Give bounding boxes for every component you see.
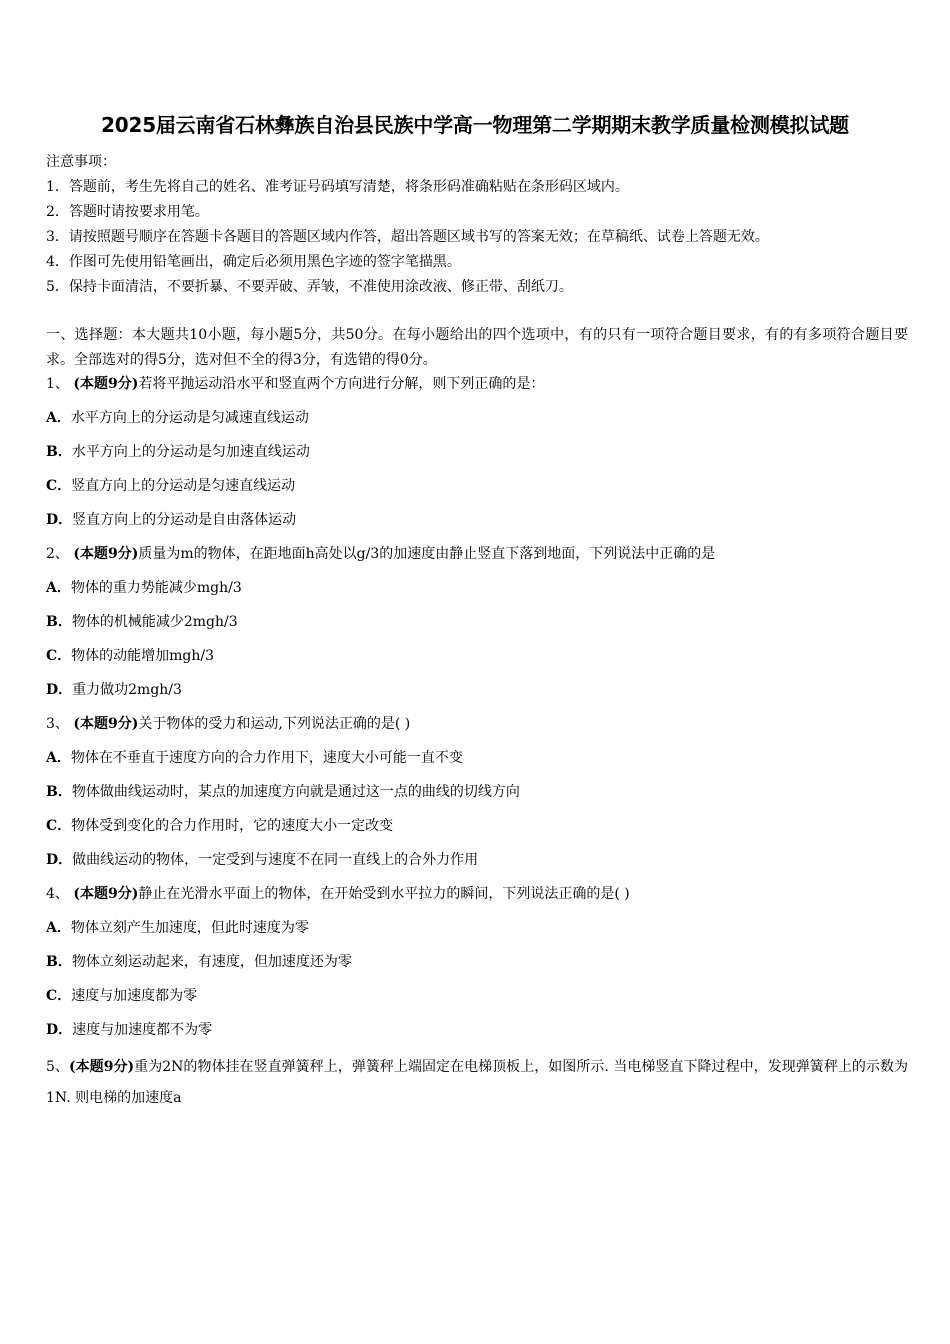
question-score: (本题9分) xyxy=(73,376,139,392)
option-letter: C． xyxy=(46,988,72,1004)
question-score: (本题9分) xyxy=(73,546,139,562)
option-a xyxy=(46,576,916,610)
option-letter: B． xyxy=(46,784,72,800)
option-text: 物体立刻产生加速度，但此时速度为零 xyxy=(70,920,309,936)
question-stem xyxy=(46,542,916,576)
option-text: 速度与加速度都不为零 xyxy=(72,1022,213,1038)
option-text: 物体在不垂直于速度方向的合力作用下，速度大小可能一直不变 xyxy=(70,750,463,766)
question-stem xyxy=(46,372,916,406)
option-text: 物体立刻运动起来，有速度，但加速度还为零 xyxy=(71,954,352,970)
option-d xyxy=(46,678,916,712)
option-b xyxy=(46,610,916,644)
option-b xyxy=(46,440,916,474)
option-a xyxy=(46,916,916,950)
option-letter: D． xyxy=(46,512,73,528)
question-score: (本题9分) xyxy=(73,886,139,902)
question-stem xyxy=(46,1052,908,1106)
option-text: 物体的机械能减少2mgh/3 xyxy=(71,614,238,630)
option-c xyxy=(46,474,916,508)
option-letter: D． xyxy=(46,682,73,698)
question-number: 2、 xyxy=(46,546,69,562)
option-text: 做曲线运动的物体，一定受到与速度不在同一直线上的合外力作用 xyxy=(72,852,479,868)
option-letter: A． xyxy=(46,750,71,766)
option-letter: B． xyxy=(46,614,72,630)
question-number: 5、 xyxy=(46,1059,69,1075)
notice-block xyxy=(46,150,916,300)
notice-item: 2．答题时请按要求用笔。 xyxy=(46,204,209,220)
notice-heading: 注意事项： xyxy=(46,154,116,170)
option-c xyxy=(46,814,916,848)
question-number: 3、 xyxy=(46,716,69,732)
question-score: (本题9分) xyxy=(73,716,139,732)
notice-item: 4．作图可先使用铅笔画出，确定后必须用黑色字迹的签字笔描黑。 xyxy=(46,254,461,270)
question-text: 关于物体的受力和运动,下列说法正确的是( ) xyxy=(138,716,411,732)
option-d xyxy=(46,848,916,882)
option-letter: A． xyxy=(46,920,71,936)
option-letter: C． xyxy=(46,478,72,494)
option-text: 物体的重力势能减少mgh/3 xyxy=(70,580,242,596)
question-text: 静止在光滑水平面上的物体，在开始受到水平拉力的瞬间，下列说法正确的是( ) xyxy=(138,886,630,902)
option-letter: D． xyxy=(46,852,73,868)
notice-item: 1．答题前，考生先将自己的姓名、准考证号码填写清楚，将条形码准确粘贴在条形码区域内。 xyxy=(46,179,629,195)
page-title: 2025届云南省石林彝族自治县民族中学高一物理第二学期期末教学质量检测模拟试题 xyxy=(101,113,849,137)
option-c xyxy=(46,984,916,1018)
question-number: 4、 xyxy=(46,886,69,902)
section-instructions: 一、选择题：本大题共10小题，每小题5分，共50分。在每小题给出的四个选项中，有的只有一项符合题目要求，有的有多项符合题目要求。全部选对的得5分，选对但不全的得3分，有选错的得0分。 xyxy=(46,327,908,368)
option-text: 水平方向上的分运动是匀减速直线运动 xyxy=(70,410,309,426)
option-text: 物体受到变化的合力作用时，它的速度大小一定改变 xyxy=(71,818,394,834)
question-stem xyxy=(46,882,916,916)
option-text: 重力做功2mgh/3 xyxy=(72,682,182,698)
option-c xyxy=(46,644,916,678)
option-letter: A． xyxy=(46,580,71,596)
option-letter: D． xyxy=(46,1022,73,1038)
option-text: 物体的动能增加mgh/3 xyxy=(71,648,215,664)
option-letter: C． xyxy=(46,648,72,664)
option-b xyxy=(46,950,916,984)
question-score: (本题9分) xyxy=(68,1059,135,1075)
option-letter: A． xyxy=(46,410,71,426)
option-a xyxy=(46,746,916,780)
question-list xyxy=(46,372,916,1106)
question-text: 若将平抛运动沿水平和竖直两个方向进行分解，则下列正确的是： xyxy=(138,376,545,392)
option-text: 物体做曲线运动时，某点的加速度方向就是通过这一点的曲线的切线方向 xyxy=(71,784,520,800)
notice-item: 3．请按照题号顺序在答题卡各题目的答题区域内作答，超出答题区域书写的答案无效；在草稿纸、试卷上答题无效。 xyxy=(46,229,769,245)
option-d xyxy=(46,508,916,542)
option-text: 竖直方向上的分运动是自由落体运动 xyxy=(72,512,297,528)
option-letter: B． xyxy=(46,954,72,970)
option-a xyxy=(46,406,916,440)
option-d xyxy=(46,1018,916,1052)
question-number: 1、 xyxy=(46,376,69,392)
option-b xyxy=(46,780,916,814)
option-letter: C． xyxy=(46,818,72,834)
notice-item: 5．保持卡面清洁，不要折暴、不要弄破、弄皱，不准使用涂改液、修正带、刮纸刀。 xyxy=(46,279,573,295)
question-text: 重为2N的物体挂在竖直弹簧秤上，弹簧秤上端固定在电梯顶板上，如图所示. 当电梯竖直下降过程中，发现弹簧秤上的示数为1N. 则电梯的加速度a xyxy=(46,1059,908,1106)
option-letter: B． xyxy=(46,444,72,460)
question-text: 质量为m的物体，在距地面h高处以g/3的加速度由静止竖直下落到地面，下列说法中正确的是 xyxy=(138,546,716,562)
option-text: 速度与加速度都为零 xyxy=(71,988,198,1004)
option-text: 竖直方向上的分运动是匀速直线运动 xyxy=(71,478,296,494)
option-text: 水平方向上的分运动是匀加速直线运动 xyxy=(71,444,310,460)
question-stem xyxy=(46,712,916,746)
